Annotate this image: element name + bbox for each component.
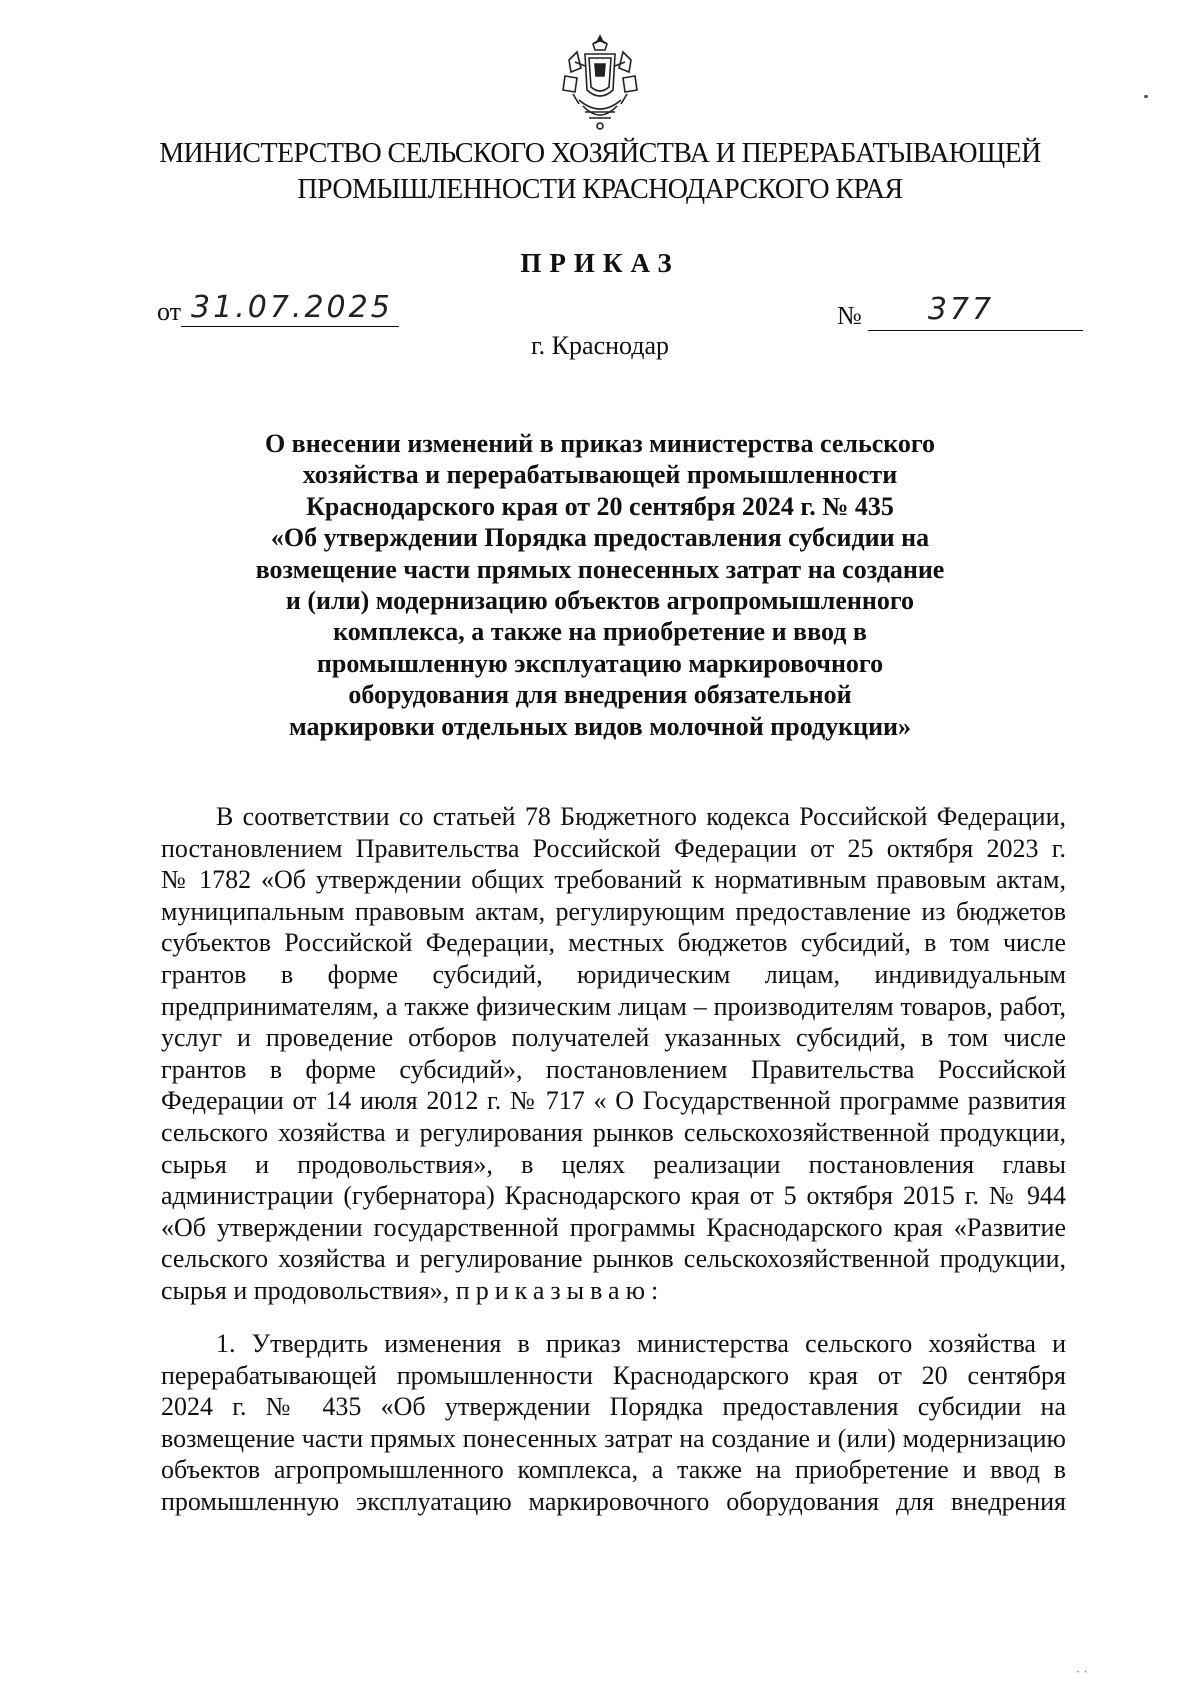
order-command: приказываю: [455, 1275, 665, 1305]
heading-line: оборудования для внедрения обязательной [348, 680, 852, 710]
ministry-name [100, 136, 1100, 208]
order-date [157, 290, 399, 327]
text-line: Федерации от 14 июля 2012 г. № 717 « О Государственной программе развития [161, 1086, 1066, 1116]
heading-line: О внесении изменений в приказ министерства сельского [264, 429, 936, 458]
text-line: В соответствии со статьей 78 Бюджетного кодекса Российской Федерации, [216, 802, 1066, 831]
text-line: перерабатывающей промышленности Краснодарского края от 20 сентября [161, 1360, 1066, 1390]
text-line: 1. Утвердить изменения в приказ министерства сельского хозяйства и [216, 1329, 1066, 1358]
number-underline [868, 292, 1083, 331]
text-line: муниципальным правовым актам, регулирующим предоставление из бюджетов [161, 896, 1066, 926]
text-line: администрации (губернатора) Краснодарского края от 5 октября 2015 г. № 944 [161, 1181, 1066, 1211]
date-prefix: от [157, 297, 182, 326]
date-underline [181, 290, 399, 327]
coat-of-arms-icon [555, 32, 645, 132]
order-heading [200, 428, 1000, 742]
ministry-line-1: МИНИСТЕРСТВО СЕЛЬСКОГО ХОЗЯЙСТВА И ПЕРЕРАБАТЫВАЮЩЕЙ [159, 138, 1041, 169]
heading-line: Краснодарского края от 20 сентября 2024 г. № 435 [306, 491, 894, 521]
text-line: сырья и продовольствия», в целях реализации постановления главы [161, 1149, 1066, 1179]
text-line: промышленную эксплуатацию маркировочного оборудования для внедрения [161, 1486, 1066, 1516]
text-line: № 1782 «Об утверждении общих требований к нормативным правовым актам, [161, 865, 1066, 895]
text-line: объектов агропромышленного комплекса, а также на приобретение и ввод в [161, 1455, 1066, 1485]
text-line: услуг и проведение отборов получателей указанных субсидий, в том числе [161, 1023, 1066, 1053]
ministry-line-2: ПРОМЫШЛЕННОСТИ КРАСНОДАРСКОГО КРАЯ [297, 174, 903, 205]
order-title: ПРИКАЗ [520, 248, 680, 278]
text-line: субъектов Российской Федерации, местных бюджетов субсидий, в том числе [161, 928, 1066, 958]
preamble-paragraph [161, 801, 1066, 1307]
heading-line: хозяйства и перерабатывающей промышленности [302, 460, 898, 490]
heading-line: маркировки отдельных видов молочной продукции» [288, 711, 912, 741]
number-prefix: № [837, 301, 862, 330]
text-line: возмещение части прямых понесенных затрат на создание и (или) модернизацию [161, 1423, 1066, 1453]
text-line: предпринимателям, а также физическим лицам – производителям товаров, работ, [161, 991, 1066, 1021]
text-fragment: сырья и продовольствия», [161, 1275, 456, 1305]
handwritten-number: 377 [927, 292, 995, 327]
handwritten-date: 31.07.2025 [191, 290, 393, 325]
text-line-last [161, 1275, 1066, 1307]
text-line: «Об утверждении государственной программы Краснодарского края «Развитие [161, 1212, 1066, 1242]
heading-line: промышленную эксплуатацию маркировочного [316, 648, 884, 678]
text-line: грантов в форме субсидий, юридическим лицам, индивидуальным [161, 959, 1066, 989]
order-number [837, 292, 1083, 331]
order-item-1 [161, 1328, 1066, 1518]
heading-line: «Об утверждении Порядка предоставления субсидии на [270, 523, 930, 553]
text-line: сельского хозяйства и регулирование рынков сельскохозяйственной продукции, [161, 1244, 1066, 1274]
heading-line: комплекса, а также на приобретение и ввод в [333, 617, 867, 647]
scan-mark: · · [1076, 1665, 1088, 1679]
text-line: грантов в форме субсидий», постановлением Правительства Российской [161, 1054, 1066, 1084]
heading-line: и (или) модернизацию объектов агропромышленного [285, 586, 915, 616]
scan-speck [1144, 95, 1148, 98]
text-line: постановлением Правительства Российской Федерации от 25 октября 2023 г. [161, 833, 1066, 863]
city: г. Краснодар [530, 331, 670, 360]
text-line: сельского хозяйства и регулирования рынков сельскохозяйственной продукции, [161, 1117, 1066, 1147]
text-line: 2024 г. № 435 «Об утверждении Порядка предоставления субсидии на [161, 1392, 1066, 1422]
heading-line: возмещение части прямых понесенных затрат на создание [255, 554, 945, 584]
